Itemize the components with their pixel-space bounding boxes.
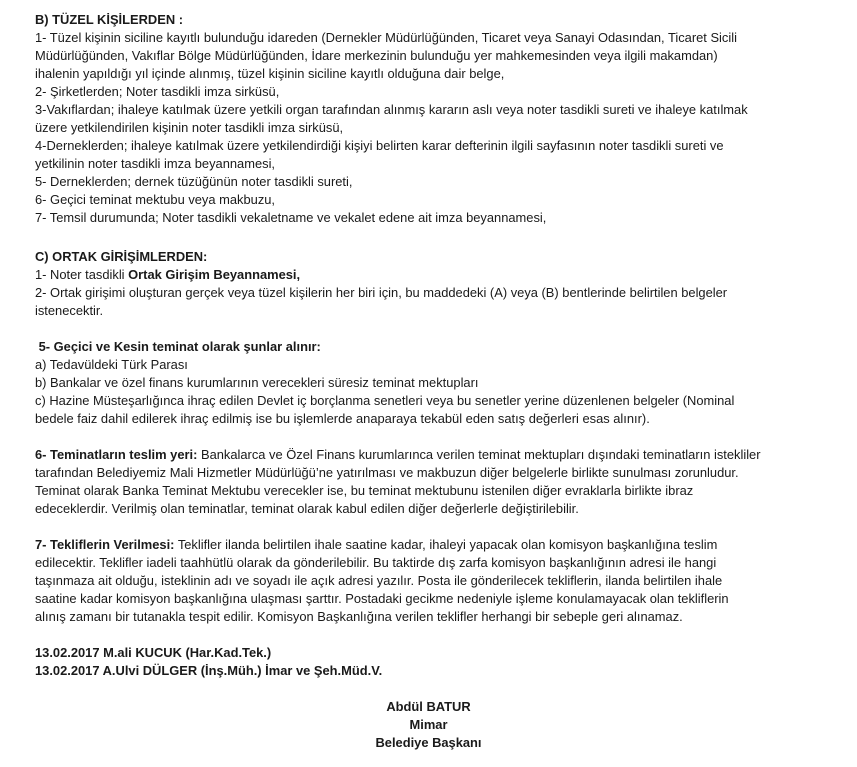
section-b-line: Müdürlüğünden, Vakıflar Bölge Müdürlüğünden, İdare merkezinin bulunduğu yer mahkemesinden veya ilgili makamdan) <box>35 48 718 63</box>
approval-line: 13.02.2017 A.Ulvi DÜLGER (İnş.Müh.) İmar ve Şeh.Müd.V. <box>35 663 383 678</box>
section-b <box>35 11 835 227</box>
section-b-line: 7- Temsil durumunda; Noter tasdikli vekaletname ve vekalet edene ait imza beyannamesi, <box>35 210 547 225</box>
signature-position: Belediye Başkanı <box>375 735 482 750</box>
section-b-line: ihalenin yapıldığı yıl içinde alınmış, tüzel kişinin siciline kayıtlı olduğuna dair belge, <box>35 66 505 81</box>
section-6-line: Teminat olarak Banka Teminat Mektubu verecekler ise, bu teminat mektubunu istenilen diğer evraklarla birlikte ibraz <box>35 483 694 498</box>
approvals <box>35 644 835 680</box>
section-b-heading: B) TÜZEL KİŞİLERDEN : <box>35 12 184 27</box>
section-6-first-rest: Bankalarca ve Özel Finans kurumlarınca verilen teminat mektupları dışındaki teminatların istekliler <box>197 447 761 462</box>
section-b-line: 4-Derneklerden; ihaleye katılmak üzere yetkilendirdiği kişiyi belirten karar defterinin ilgili sayfasının noter tasdikli sureti ve <box>35 138 724 153</box>
section-c-line <box>35 266 835 284</box>
section-b-line: 1- Tüzel kişinin siciline kayıtlı bulunduğu idareden (Dernekler Müdürlüğünden, Ticaret veya Sanayi Odasından, Ticaret Sicili <box>35 30 737 45</box>
section-7-line: alınış zamanı bir tutanakla tespit edilir. Komisyon Başkanlığına verilen teklifler herhangi bir sebeple geri alınamaz. <box>35 609 683 624</box>
section-6-line <box>35 446 835 464</box>
section-c-line: 2- Ortak girişimi oluşturan gerçek veya tüzel kişilerin her biri için, bu maddedeki (A) veya (B) bentlerinde belirtilen belgeler <box>35 285 728 300</box>
section-6 <box>35 446 835 518</box>
section-b-line: 2- Şirketlerden; Noter tasdikli imza sirküsü, <box>35 84 280 99</box>
section-6-line: tarafından Belediyemiz Mali Hizmetler Müdürlüğü’ne yatırılması ve makbuzun diğer belgelerle birlikte sunulması zorunludur. <box>35 465 739 480</box>
section-5-line: b) Bankalar ve özel finans kurumlarının verecekleri süresiz teminat mektupları <box>35 375 479 390</box>
section-7-line <box>35 536 835 554</box>
section-6-label: 6- Teminatların teslim yeri: <box>35 447 198 462</box>
section-7 <box>35 536 835 626</box>
section-b-line: üzere yetkilendirilen kişinin noter tasdikli imza sirküsü, <box>35 120 344 135</box>
section-c-heading: C) ORTAK GİRİŞİMLERDEN: <box>35 249 208 264</box>
section-b-line: 5- Derneklerden; dernek tüzüğünün noter tasdikli sureti, <box>35 174 353 189</box>
approval-line: 13.02.2017 M.ali KUCUK (Har.Kad.Tek.) <box>35 645 272 660</box>
signature-name: Abdül BATUR <box>386 699 471 714</box>
section-b-line: yetkilinin noter tasdikli imza beyannamesi, <box>35 156 276 171</box>
section-7-line: edilecektir. Teklifler iadeli taahhütlü olarak da gönderilebilir. Bu taktirde dış zarfa komisyon başkanlığının adresi ile hangi <box>35 555 717 570</box>
section-7-line: saatine kadar komisyon başkanlığına ulaşması şarttır. Postadaki gecikme nedeniyle işleme konulamayacak olan tekliflerin <box>35 591 729 606</box>
section-5-line: c) Hazine Müsteşarlığınca ihraç edilen Devlet iç borçlanma senetleri veya bu senetler yerine düzenlenen belgeler (Nominal <box>35 393 735 408</box>
section-5-line: bedele faiz dahil edilerek ihraç edilmiş ise bu işlemlerde anaparaya tekabül eden satış değerleri esas alınır). <box>35 411 650 426</box>
section-5-heading: 5- Geçici ve Kesin teminat olarak şunlar alınır: <box>35 339 321 354</box>
section-5 <box>35 338 835 428</box>
signature-title: Mimar <box>409 717 448 732</box>
section-7-line: taşınmaza ait olduğu, isteklinin adı ve soyadı ile açık adresi yazılır. Posta ile gönderilecek tekliflerin, ilanda belirtilen ihale <box>35 573 723 588</box>
section-c-line: istenecektir. <box>35 303 104 318</box>
section-b-line: 3-Vakıflardan; ihaleye katılmak üzere yetkili organ tarafından alınmış kararın aslı veya noter tasdikli sureti ve ihaleye katılmak <box>35 102 748 117</box>
section-7-first-rest: Teklifler ilanda belirtilen ihale saatine kadar, ihaleyi yapacak olan komisyon başkanlığına teslim <box>174 537 718 552</box>
section-6-line: edeceklerdir. Verilmiş olan teminatlar, teminat olarak kabul edilen diğer değerlerle değiştirilebilir. <box>35 501 579 516</box>
section-b-line: 6- Geçici teminat mektubu veya makbuzu, <box>35 192 276 207</box>
section-5-line: a) Tedavüldeki Türk Parası <box>35 357 188 372</box>
section-7-label: 7- Tekliflerin Verilmesi: <box>35 537 175 552</box>
section-c-line1-prefix: 1- Noter tasdikli <box>35 267 129 282</box>
section-c <box>35 248 835 320</box>
signature-block <box>0 698 857 752</box>
section-c-line1-bold: Ortak Girişim Beyannamesi, <box>128 267 301 282</box>
